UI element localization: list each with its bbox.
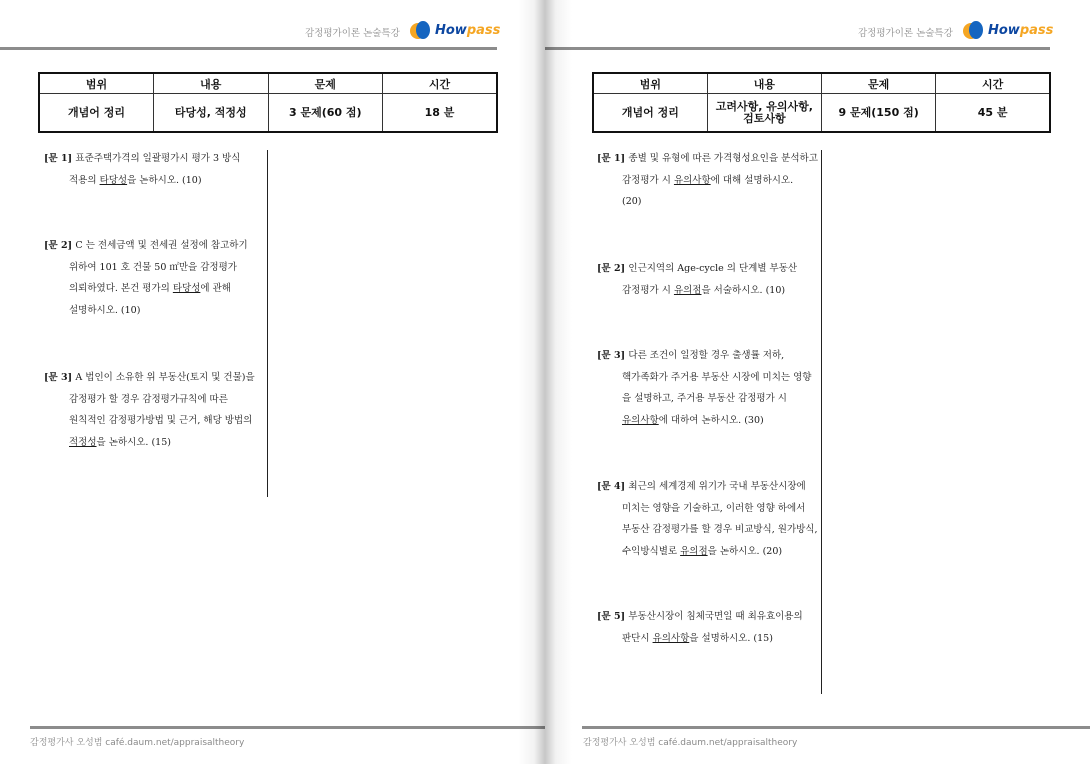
- keyword-underlined: 유의사항: [673, 174, 711, 186]
- summary-table: [592, 72, 1051, 133]
- howpass-logo: Howpass: [963, 20, 1053, 40]
- question-number: [문 5]: [597, 611, 629, 622]
- td-scope: 개념어 정리: [593, 94, 707, 133]
- footer-text: 감정평가사 오성범 café.daum.net/appraisaltheory: [583, 738, 798, 748]
- question-text: 인근지역의 Age-cycle 의 단계별 부동산: [628, 263, 798, 274]
- question-1: [597, 148, 818, 213]
- howpass-logo-icon: [963, 21, 985, 39]
- th-problems: 문제: [822, 73, 936, 94]
- question-number: [문 3]: [44, 372, 76, 383]
- question-line: [597, 519, 818, 541]
- question-text: 을 논하시오. (10): [127, 174, 202, 186]
- question-2: [597, 258, 797, 301]
- header-title: 감정평가이론 논술특강: [858, 28, 953, 39]
- header-title: 감정평가이론 논술특강: [305, 28, 400, 39]
- question-line: [597, 148, 818, 170]
- question-text: 감정평가 시: [622, 284, 674, 296]
- th-problems: 문제: [268, 73, 383, 94]
- question-line: [597, 388, 811, 410]
- question-text: 최근의 세계경제 위기가 국내 부동산시장에: [628, 481, 806, 492]
- th-scope: 범위: [593, 73, 707, 94]
- keyword-underlined: 적정성: [69, 436, 97, 448]
- question-4: [597, 476, 818, 562]
- question-line: [597, 628, 803, 650]
- question-text: 다른 조건이 일정할 경우 출생률 저하,: [628, 350, 785, 361]
- keyword-underlined: 유의점: [673, 284, 702, 296]
- question-text: 을 설명하시오. (15): [689, 632, 773, 644]
- header-rule: [545, 47, 1050, 50]
- question-text: 원칙적인 감정평가방법 및 근거, 해당 방법의: [69, 415, 253, 426]
- td-problems: 9 문제(150 점): [822, 94, 936, 133]
- question-line: [597, 541, 818, 563]
- question-text: 수익방식별로: [622, 545, 681, 557]
- table-row: [39, 94, 497, 133]
- summary-table: [38, 72, 498, 133]
- howpass-logo-icon: [410, 21, 432, 39]
- question-text: 의뢰하였다. 본건 평가의: [69, 283, 173, 294]
- question-3: [44, 367, 255, 453]
- question-number: [문 1]: [597, 153, 629, 164]
- table-header-row: [39, 73, 497, 94]
- question-5: [597, 606, 803, 649]
- keyword-underlined: 유의점: [680, 545, 708, 557]
- th-time: 시간: [936, 73, 1050, 94]
- td-time: 18 분: [383, 94, 498, 133]
- question-number: [문 4]: [597, 481, 629, 492]
- table-header-row: [593, 73, 1050, 94]
- question-line: [44, 389, 255, 411]
- question-line: [44, 148, 240, 170]
- question-text: 을 서술하시오. (10): [701, 284, 786, 296]
- question-line: [597, 476, 818, 498]
- question-line: [44, 257, 248, 279]
- question-line: [44, 410, 255, 432]
- question-text: 판단시: [622, 632, 653, 644]
- question-text: 을 논하시오. (20): [707, 545, 783, 557]
- question-text: 부동산시장이 침체국면일 때 최유효이용의: [628, 611, 803, 622]
- question-line: [597, 498, 818, 520]
- question-text: 적용의: [69, 174, 100, 186]
- question-text: 감정평가 시: [622, 174, 674, 186]
- right-page: [545, 0, 1090, 764]
- question-text: 미치는 영향을 기술하고, 이러한 영향 하에서: [622, 502, 806, 514]
- th-scope: 범위: [39, 73, 154, 94]
- keyword-underlined: 타당성: [172, 283, 201, 294]
- howpass-logo: Howpass: [410, 20, 500, 40]
- question-text: C 는 전세금액 및 전세권 설정에 참고하기: [75, 240, 248, 251]
- question-line: [44, 278, 248, 300]
- td-scope: 개념어 정리: [39, 94, 154, 133]
- td-content: 고려사항, 유의사항, 검토사항: [707, 94, 821, 133]
- question-line: [44, 235, 248, 257]
- question-line: [44, 432, 255, 454]
- column-divider: [821, 150, 822, 694]
- question-text: 핵가족화가 주거용 부동산 시장에 미치는 영향: [622, 371, 812, 383]
- question-line: [597, 258, 797, 280]
- question-text: 위하여 101 호 건물 50 ㎡만을 감정평가: [69, 261, 237, 273]
- td-content: 타당성, 적정성: [154, 94, 269, 133]
- td-problems: 3 문제(60 점): [268, 94, 383, 133]
- question-text: 에 대해 설명하시오.: [710, 174, 794, 186]
- question-text: 을 설명하고, 주거용 부동산 감정평가 시: [622, 393, 787, 404]
- column-divider: [267, 150, 268, 497]
- footer-text: 감정평가사 오성범 café.daum.net/appraisaltheory: [30, 738, 245, 748]
- question-2: [44, 235, 248, 321]
- keyword-underlined: 타당성: [99, 174, 128, 186]
- keyword-underlined: 유의사항: [622, 414, 659, 426]
- question-line: [44, 300, 248, 322]
- question-line: [597, 606, 803, 628]
- header-rule: [0, 47, 497, 50]
- question-line: [597, 170, 818, 192]
- question-text: 종별 및 유형에 따른 가격형성요인을 분석하고: [628, 153, 818, 164]
- question-text: A 법인이 소유한 위 부동산(토지 및 건물)을: [75, 372, 255, 383]
- question-line: [44, 170, 240, 192]
- th-time: 시간: [383, 73, 498, 94]
- question-line: [44, 367, 255, 389]
- question-number: [문 2]: [597, 263, 629, 274]
- question-3: [597, 345, 811, 431]
- question-line: [597, 191, 818, 213]
- question-text: 에 관해: [200, 283, 231, 294]
- question-number: [문 2]: [44, 240, 76, 251]
- question-text: 을 논하시오. (15): [96, 436, 171, 448]
- th-content: 내용: [707, 73, 821, 94]
- keyword-underlined: 유의사항: [652, 632, 690, 644]
- question-number: [문 3]: [597, 350, 629, 361]
- question-line: [597, 410, 811, 432]
- question-text: 감정평가 할 경우 감정평가규칙에 따른: [69, 393, 228, 405]
- question-line: [597, 345, 811, 367]
- question-text: (20): [622, 196, 642, 207]
- question-text: 설명하시오. (10): [69, 304, 141, 316]
- question-line: [597, 280, 797, 302]
- question-number: [문 1]: [44, 153, 76, 164]
- question-1: [44, 148, 240, 191]
- footer-rule: [30, 726, 545, 729]
- table-row: [593, 94, 1050, 133]
- question-text: 표준주택가격의 일괄평가시 평가 3 방식: [75, 153, 241, 164]
- question-text: 부동산 감정평가를 할 경우 비교방식, 원가방식,: [622, 524, 818, 535]
- question-text: 에 대하여 논하시오. (30): [658, 414, 764, 426]
- td-time: 45 분: [936, 94, 1050, 133]
- footer-rule: [582, 726, 1090, 729]
- th-content: 내용: [154, 73, 269, 94]
- question-line: [597, 367, 811, 389]
